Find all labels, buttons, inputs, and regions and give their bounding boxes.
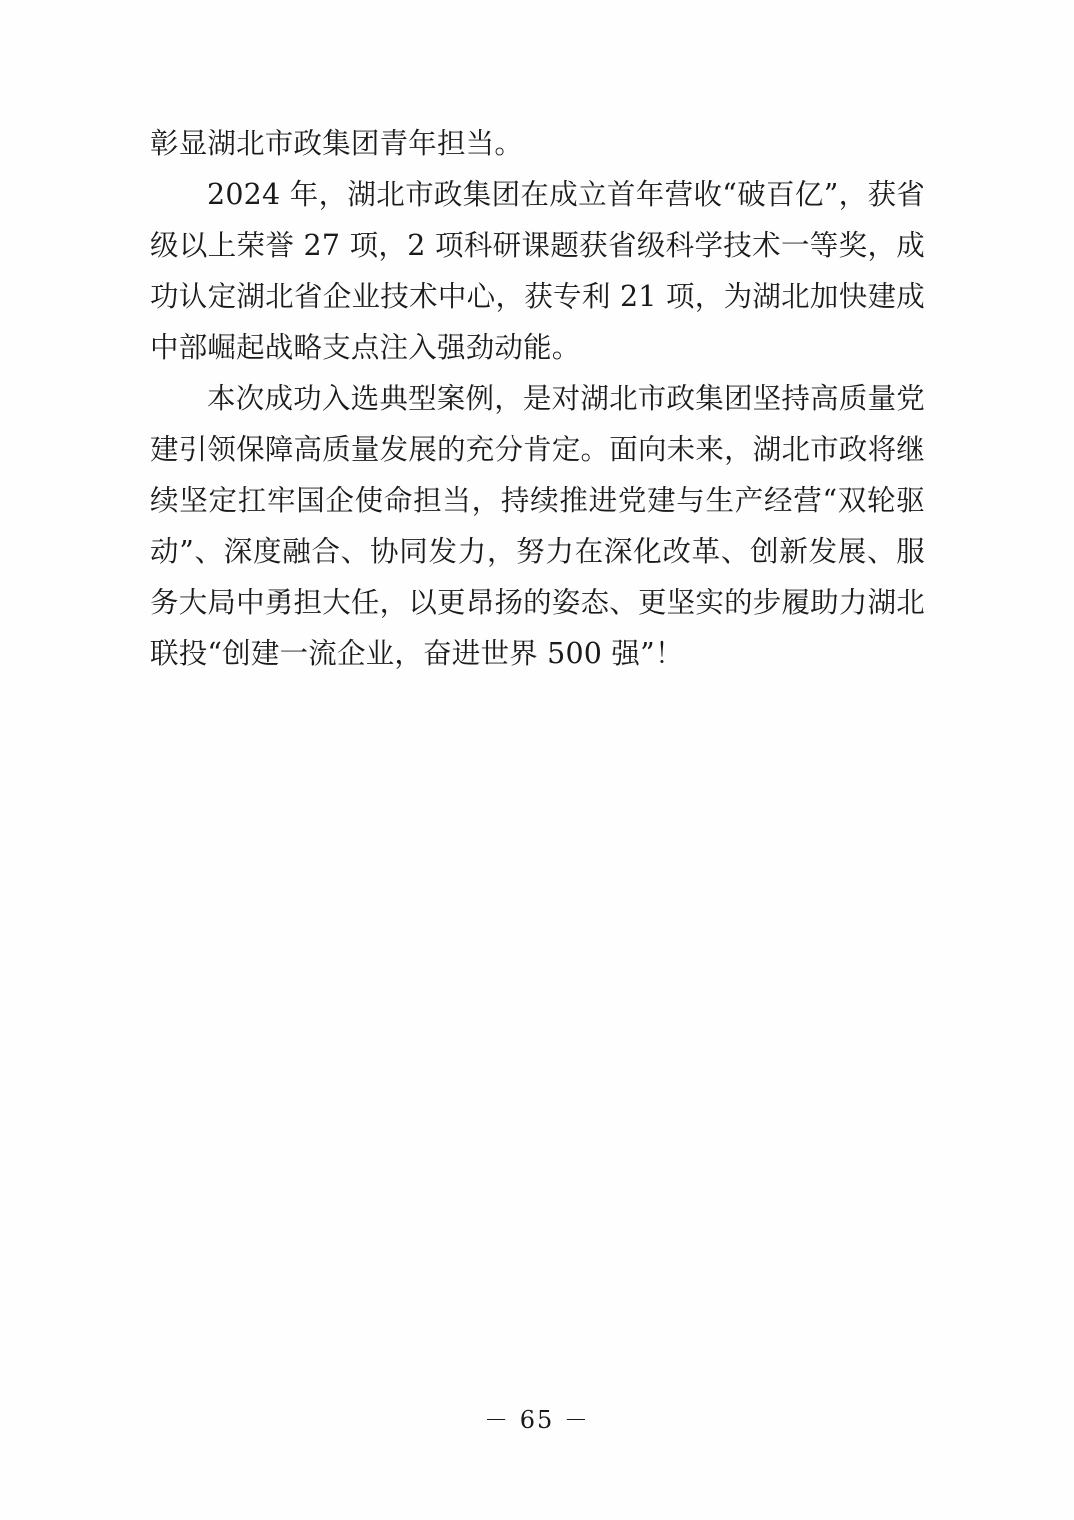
page-number-footer: － 65 － [484,1406,590,1434]
paragraph-3: 本次成功入选典型案例，是对湖北市政集团坚持高质量党建引领保障高质量发展的充分肯定。面向未来，湖北市政将继续坚定扛牢国企使命担当，持续推进党建与生产经营“双轮驱动”、深度融合、协同发力，努力在深化改革、创新发展、服务大局中勇担大任，以更昂扬的姿态、更坚实的步履助力湖北联投“创建一流企业，奋进世界 500 强”！ [150,382,925,670]
paragraph-1: 彰显湖北市政集团青年担当。 [150,127,524,160]
paragraph-2: 2024 年，湖北市政集团在成立首年营收“破百亿”，获省级以上荣誉 27 项，2 项科研课题获省级科学技术一等奖，成功认定湖北省企业技术中心，获专利 21 项，为湖北加快建成中部崛起战略支点注入强劲动能。 [150,178,925,364]
page-body [150,118,925,679]
